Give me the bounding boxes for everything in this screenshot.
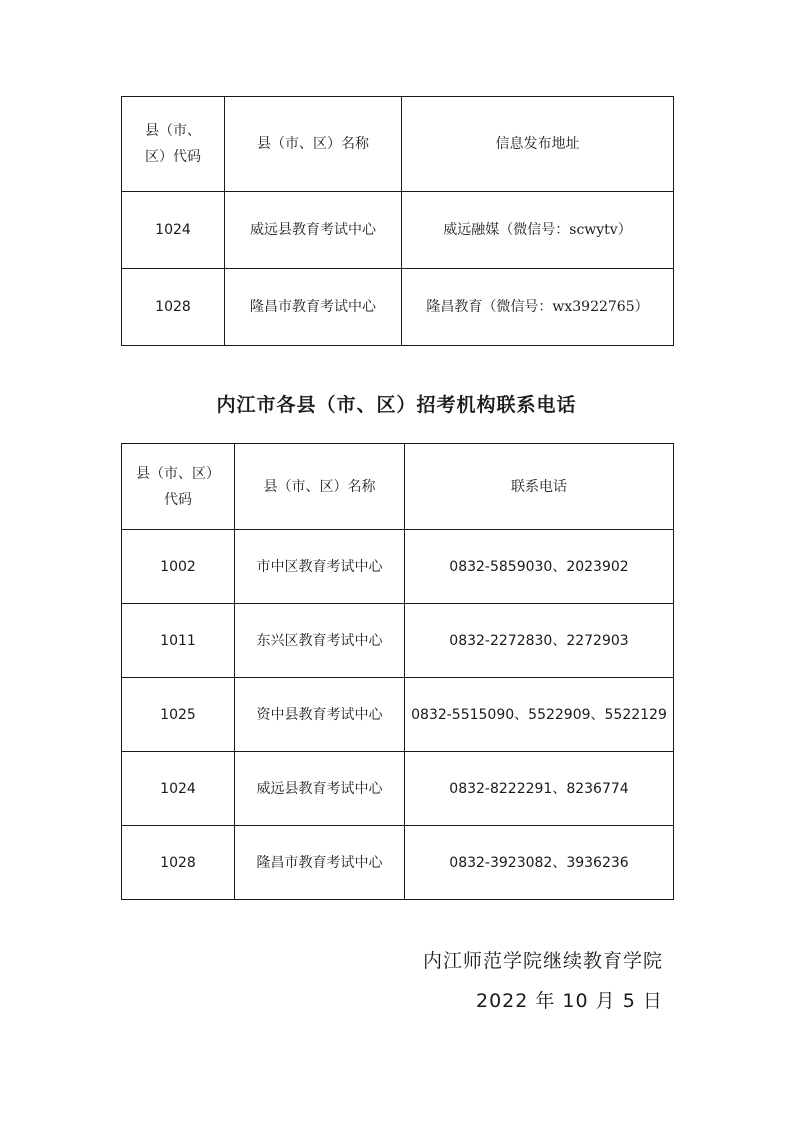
- table-row: [122, 752, 674, 826]
- cell-code: 1028: [122, 269, 225, 346]
- cell-code: 1002: [122, 530, 235, 604]
- header-name: 县（市、区）名称: [235, 444, 405, 530]
- signature-date: 2022 年 10 月 5 日: [476, 990, 663, 1012]
- table-header-row: [122, 444, 674, 530]
- table-row: [122, 530, 674, 604]
- cell-name: 隆昌市教育考试中心: [225, 269, 402, 346]
- cell-address: 隆昌教育（微信号：wx3922765）: [402, 269, 674, 346]
- table-row: [122, 826, 674, 900]
- info-release-table: [121, 96, 674, 346]
- cell-code: 1024: [122, 192, 225, 269]
- cell-code: 1024: [122, 752, 235, 826]
- cell-code: 1028: [122, 826, 235, 900]
- signature-organization: 内江师范学院继续教育学院: [423, 950, 664, 972]
- table-row: [122, 269, 674, 346]
- cell-name: 资中县教育考试中心: [235, 678, 405, 752]
- table-row: [122, 678, 674, 752]
- header-phone: 联系电话: [405, 444, 674, 530]
- cell-name: 威远县教育考试中心: [225, 192, 402, 269]
- cell-phone: 0832-3923082、3936236: [405, 826, 674, 900]
- header-code-line1: 县（市、区）: [136, 465, 220, 482]
- table-row: [122, 604, 674, 678]
- header-name: 县（市、区）名称: [225, 97, 402, 192]
- table-row: [122, 192, 674, 269]
- cell-code: 1025: [122, 678, 235, 752]
- header-code: [122, 444, 235, 530]
- cell-phone: 0832-5859030、2023902: [405, 530, 674, 604]
- cell-name: 市中区教育考试中心: [235, 530, 405, 604]
- cell-phone: 0832-8222291、8236774: [405, 752, 674, 826]
- header-code-line1: 县（市、: [145, 123, 201, 139]
- cell-phone: 0832-2272830、2272903: [405, 604, 674, 678]
- cell-name: 东兴区教育考试中心: [235, 604, 405, 678]
- contact-phone-table: [121, 443, 674, 900]
- header-code-line2: 代码: [164, 491, 192, 508]
- table-header-row: [122, 97, 674, 192]
- cell-phone: 0832-5515090、5522909、5522129: [405, 678, 674, 752]
- cell-code: 1011: [122, 604, 235, 678]
- section-title: 内江市各县（市、区）招考机构联系电话: [216, 394, 577, 416]
- cell-address: 威远融媒（微信号：scwytv）: [402, 192, 674, 269]
- header-code: [122, 97, 225, 192]
- cell-name: 威远县教育考试中心: [235, 752, 405, 826]
- header-address: 信息发布地址: [402, 97, 674, 192]
- cell-name: 隆昌市教育考试中心: [235, 826, 405, 900]
- header-code-line2: 区）代码: [145, 149, 201, 165]
